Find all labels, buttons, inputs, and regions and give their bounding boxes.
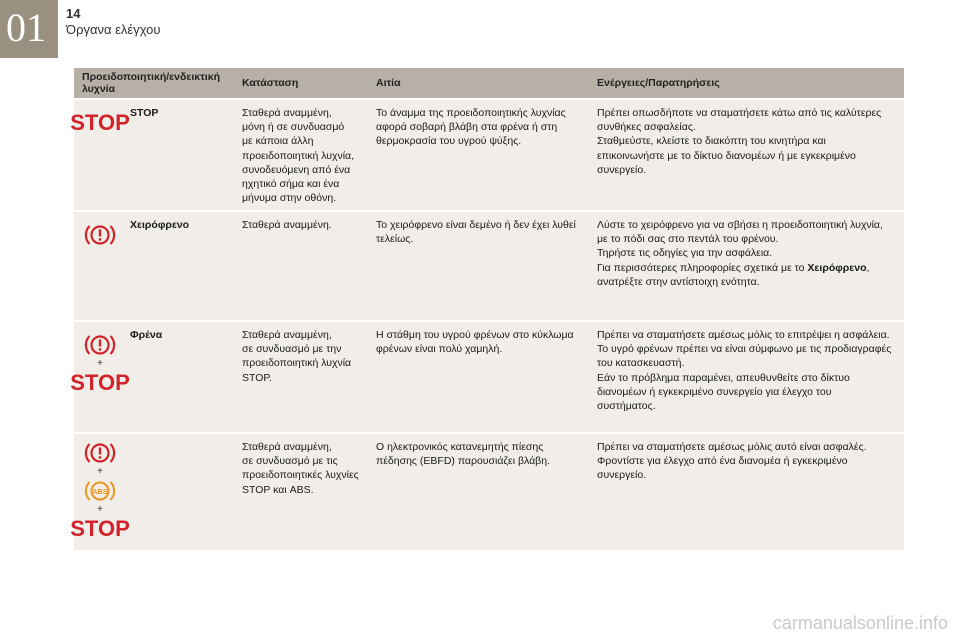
cause-cell: Ο ηλεκτρονικός κατανεμητής πίεσης πέδησης (EBFD) παρουσιάζει βλάβη. <box>376 441 550 468</box>
chapter-number: 01 <box>6 5 46 50</box>
light-name: Φρένα <box>130 329 163 341</box>
state-cell: Σταθερά αναμμένη. <box>242 219 332 231</box>
plus-sign: + <box>97 504 103 515</box>
svg-text:STOP: STOP <box>70 110 130 135</box>
state-cell: Σταθερά αναμμένη, σε συνδυασμό με την προειδοποιητική λυχνία STOP. <box>242 329 352 384</box>
svg-text:STOP: STOP <box>70 516 130 541</box>
column-header-cause: Αιτία <box>376 77 401 89</box>
icon-cell <box>70 322 130 432</box>
svg-text:STOP: STOP <box>70 370 130 395</box>
brake-warning-icon <box>83 332 117 358</box>
table-header <box>74 68 904 98</box>
light-name: STOP <box>130 107 159 119</box>
abs-warning-icon <box>83 478 117 504</box>
stop-light-icon <box>70 516 130 541</box>
stop-light-icon <box>70 110 130 135</box>
icon-cell <box>70 434 130 550</box>
cross-reference-line: Για περισσότερες πληροφορίες σχετικά με το Χειρόφρενο, <box>597 261 870 274</box>
page-number: 14 <box>66 6 81 21</box>
icon-cell <box>70 100 130 210</box>
actions-cell: Πρέπει να σταματήσετε αμέσως μόλις το επιτρέψει η ασφάλεια. Το υγρό φρένων πρέπει να είναι σύμφωνο με τις προδιαγραφές του κατασκευαστή. Εάν το πρόβλημα παραμένει, απευθυνθείτε στο δίκτυο διανομέων ή εγκεκριμένο συνεργείο για έλεγχο του συστήματος. <box>597 329 892 413</box>
actions-cell: Πρέπει οπωσδήποτε να σταματήσετε κάτω από τις καλύτερες συνθήκες ασφαλείας. Σταθμεύστε, κλείστε το διακόπτη του κινητήρα και επικοινωνήστε με το δίκτυο διανομέων ή με εγκεκριμένο συνεργείο. <box>597 107 882 176</box>
svg-text:ABS: ABS <box>92 487 108 496</box>
cause-cell: Το άναμμα της προειδοποιητικής λυχνίας αφορά σοβαρή βλάβη στα φρένα ή στη θερμοκρασία του υγρού ψύξης. <box>376 107 566 148</box>
cross-reference-link: Χειρόφρενο <box>807 261 867 274</box>
state-cell: Σταθερά αναμμένη, σε συνδυασμό με τις προειδοποιητικές λυχνίες STOP και ABS. <box>242 441 359 496</box>
watermark: carmanualsonline.info <box>772 613 948 633</box>
plus-sign: + <box>97 358 103 369</box>
table-row <box>70 320 904 432</box>
table-row <box>74 210 904 320</box>
light-name <box>126 434 234 550</box>
actions-cell: Πρέπει να σταματήσετε αμέσως μόλις αυτό είναι ασφαλές. Φροντίστε για έλεγχο από ένα διανομέα ή εγκεκριμένο συνεργείο. <box>597 441 867 482</box>
table-row <box>70 432 904 550</box>
chapter-tab <box>0 0 58 58</box>
brake-warning-icon <box>83 222 117 248</box>
brake-warning-icon <box>83 440 117 466</box>
section-title: Όργανα ελέγχου <box>66 22 161 37</box>
column-header-actions: Ενέργειες/Παρατηρήσεις <box>597 77 720 89</box>
icon-cell <box>74 212 126 320</box>
actions-cell: Λύστε το χειρόφρενο για να σβήσει η προειδοποιητική λυχνία, με το πόδι σας στο πεντάλ του φρένου. Τηρήστε τις οδηγίες για την ασφάλεια. Για περισσότερες πληροφορίες σχετικά με το Χειρόφρενο, ανατρέξτε στην αντίστοιχη ενότητα. <box>589 212 904 320</box>
table-row <box>70 98 904 210</box>
light-name: Χειρόφρενο <box>130 219 190 231</box>
stop-light-icon <box>70 370 130 395</box>
column-header-state: Κατάσταση <box>242 77 299 89</box>
cause-cell: Το χειρόφρενο είναι δεμένο ή δεν έχει λυθεί τελείως. <box>376 219 576 246</box>
plus-sign: + <box>97 466 103 477</box>
state-cell: Σταθερά αναμμένη, μόνη ή σε συνδυασμό με κάποια άλλη προειδοποιητική λυχνία, συνοδευόμενη από ένα ηχητικό σήμα και ένα μήνυμα στην οθόνη. <box>242 107 355 205</box>
column-header-light: Προειδοποιητική/ενδεικτική λυχνία <box>82 71 220 95</box>
warning-lights-table <box>70 68 904 550</box>
cause-cell: Η στάθμη του υγρού φρένων στο κύκλωμα φρένων είναι πολύ χαμηλή. <box>376 329 574 356</box>
